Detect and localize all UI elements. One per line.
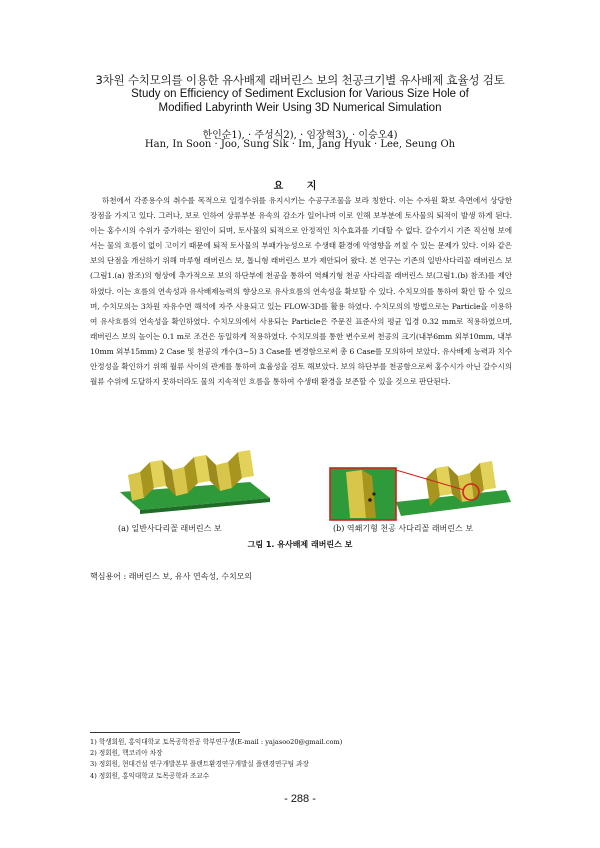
figure-b-caption: (b) 역쐐기형 천공 사다리꼴 래버린스 보: [333, 524, 473, 533]
authors-korean: 한인순1), · 주성식2), · 임장혁3), · 이승오4): [202, 130, 398, 141]
footnote-item: 1) 학생회원, 홍익대학교 토목공학전공 학부연구생(E-mail : yajasoo20@gmail.com): [90, 738, 343, 746]
figure-b-inset-hole: [368, 498, 372, 502]
footnote-item: 3) 정회원, 현대건설 연구개발본부 플랜트환경연구개발실 플랜경연구팀 과장: [90, 760, 309, 769]
title-english-line2: Modified Labyrinth Weir Using 3D Numerical Simulation: [158, 102, 442, 114]
figure-b-inset-hole: [372, 492, 375, 495]
title-english: [0, 87, 600, 115]
footnote-item: 4) 정회원, 홍익대학교 토목공학과 조교수: [90, 771, 210, 780]
page-number: - 288 -: [284, 793, 316, 805]
figure-title: 그림 1. 유사배제 래버린스 보: [247, 540, 353, 549]
title-english-line1: Study on Efficiency of Sediment Exclusion for Various Size Hole of: [131, 88, 469, 100]
authors-english: Han, In Soon · Joo, Sung Sik · Im, Jang Hyuk · Lee, Seung Oh: [144, 139, 456, 150]
footnotes: [90, 737, 520, 782]
title-korean: 3차원 수치모의를 이용한 유사배제 래버린스 보의 천공크기별 유사배제 효율성 검토: [95, 73, 505, 87]
abstract-body: 하천에서 각종용수의 취수를 목적으로 일정수위를 유지시키는 수공구조물을 보라 칭한다. 이는 수자원 확보 측면에서 상당한 장점을 가지고 있다. 그러나, 보로 인하여 상류부분 유속의 감소가 일어나며 이로 인해 보부분에 토사물의 퇴적이 발생 하게 된다. 이는 홍수시의 수위가 증가하는 원인이 되며, 토사물의 퇴적으로 안정적인 치수효과를 기대할 수 없다. 갈수기시 기존 직선형 보에서는 물의 흐름이 없이 고이기 때문에 퇴적 토사물의 부패가능성으로 수생태 환경에 악영향을 끼칠 수 있는 문제가 있다. 이와 같은 보의 단점을 개선하기 위해 마루형 래버린스 보, 톱니형 래버린스 보가 제안되어 왔다. 본 연구는 기존의 일반사다리꼴 래버린스 보(그림1.(a) 참조)의 형상에 추가적으로 보의 하단부에 천공을 통하여 역쐐기형 천공 사다리꼴 래버린스 보(그림1.(b) 참조)를 제안하였다. 이는 흐름의 연속성과 유사배제능력의 향상으로 유사흐름의 연속성을 확보할 수 있다. 수치모의를 통하여 확인 할 수 있으며, 수치모의는 3차원 자유수면 해석에 자주 사용되고 있는 FLOW-3D를 활용 하였다. 수치모의의 방법으로는 Particle을 이용하여 유사흐름의 연속성을 확인하였다. 수치모의에서 사용되는 Particle은 주문진 표준사의 평균 입경 0.32 mm로 적용하였으며, 래버린스 보의 높이는 0.1 m로 조건은 동일하게 적용하였다. 수치모의를 통한 변수로써 천공의 크기(내부6mm 외부10mm, 내부10mm 외부15mm) 2 Case 및 천공의 개수(3∼5) 3 Case를 변경함으로써 총 6 Case를 모의하여 보았다. 유사배제 능력과 치수안정성을 확인하기 위해 월류 사이의 관계를 통하여 효율성을 검토 해보았다. 보의 하단부를 천공함으로써 홍수시가 아닌 갈수시의 월류 수위에 도달하지 못하더라도 물의 지속적인 흐름을 통하여 수생태 환경을 보존할 수 있을 것으로 판단된다.: [90, 196, 512, 387]
figure-b-perforated-weir: [326, 430, 516, 530]
figure-a-caption: (a) 일반사다리꼴 래버린스 보: [118, 524, 222, 533]
keywords: 핵심용어 : 래버린스 보, 유사 연속성, 수치모의: [90, 572, 253, 581]
abstract-heading: 요 지: [273, 181, 327, 192]
footnote-divider: [90, 732, 240, 733]
footnote-item: 2) 정회원, 핵코리아 차장: [90, 749, 163, 758]
figure-a-labyrinth-weir: [100, 440, 300, 520]
